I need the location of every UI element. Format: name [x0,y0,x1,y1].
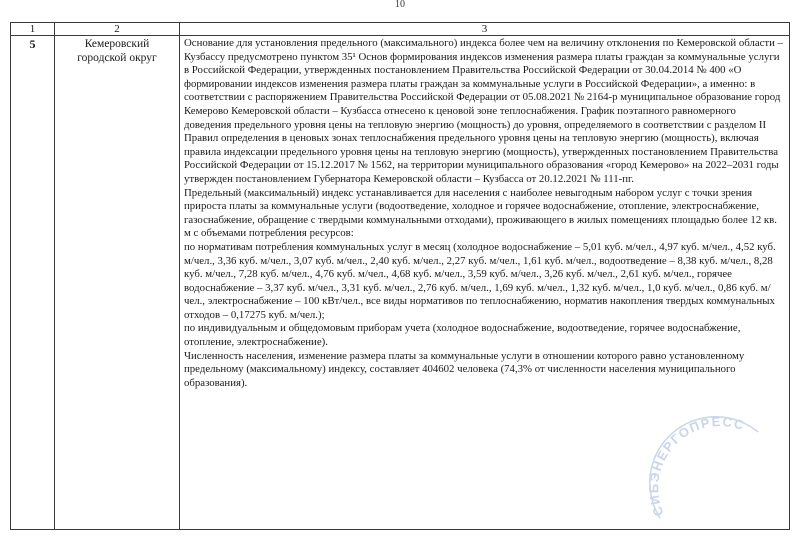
row-number: 5 [11,36,55,530]
paragraph-meters: по индивидуальным и общедомовым приборам учета (холодное водоснабжение, водоотведение, горячее водоснабжение, отопление, электроснабжение). [184,322,741,349]
svg-text:СИБЭНЕРГОПРЕСС: СИБЭНЕРГОПРЕСС [646,414,747,519]
paragraph-max-index: Предельный (максимальный) индекс устанавливается для населения с наиболее невыгодным набором услуг с точки зрения прироста платы за коммунальные услуги (водоотведение, холодное и горячее водоснабжение, отопление, электроснабжение, газоснабжение, обращение с твердыми коммунальными отходами), проживающего в жилых помещениях площадью более 12 кв. м с объемами потребления ресурсов: [184,186,777,240]
paragraph-norms: по нормативам потребления коммунальных услуг в месяц (холодное водоснабжение – 5,01 куб. м/чел., 4,97 куб. м/чел., 4,52 куб. м/чел., 3,36 куб. м/чел., 3,07 куб. м/чел., 2,40 куб. м/чел., 2,27 куб. м/чел., 1,61 куб. м/чел., водоотведение – 8,38 куб. м/чел., 8,28 куб. м/чел., 7,28 куб. м/чел., 4,76 куб. м/чел., 4,68 куб. м/чел., 3,59 куб. м/чел., 3,26 куб. м/чел., 2,61 куб. м/чел., горячее водоснабжение – 3,37 куб. м/чел., 3,31 куб. м/чел., 2,76 куб. м/чел., 1,69 куб. м/чел., 1,32 куб. м/чел., 1,0 куб. м/чел., 0,86 куб. м/чел., электроснабжение – 100 кВт/чел., все виды нормативов по теплоснабжению, норматив накопления твердых коммунальных отходов – 0,17275 куб. м/чел.); [184,240,776,321]
header-cell-2: 2 [55,23,180,36]
header-cell-1: 1 [11,23,55,36]
header-cell-3: 3 [180,23,790,36]
district-name: Кемеровский городской округ [55,36,180,530]
table-header-row [11,23,790,36]
paragraph-basis: Основание для установления предельного (максимального) индекса более чем на величину отклонения по Кемеровской области – Кузбассу предусмотрено пунктом 35¹ Основ формирования индексов изменения размера платы граждан за коммунальные услуги в Российской Федерации, утвержденных постановлением Правительства Российской Федерации от 30.04.2014 № 400 «О формировании индексов изменения размера платы граждан за коммунальные услуги в Российской Федерации», а именно: в соответствии с распоряжением Правительства Российской Федерации от 05.08.2021 № 2164-р муниципальное образование город Кемерово Кемеровской области – Кузбасса отнесено к ценовой зоне теплоснабжения. График поэтапного равномерного доведения предельного уровня цены на тепловую энергию (мощность) до уровня, определяемого в соответствии с разделом II Правил определения в ценовых зонах теплоснабжения предельного уровня цены на тепловую энергию (мощность), включая правила индексации предельного уровня цены на тепловую энергию (мощность), утвержденных постановлением Правительства Российской Федерации от 15.12.2017 № 1562, на территории муниципального образования «город Кемерово» на 2022–2031 годы утвержден постановлением Губернатора Кемеровской области – Кузбасса от 20.12.2021 № 111-пг. [184,37,784,185]
watermark-stamp [642,414,772,544]
page-number: 10 [395,0,405,10]
paragraph-population: Численность населения, изменение размера платы за коммунальные услуги в отношении которого равно установленному предельному (максимальному) индексу, составляет 404602 человека (74,3% от численности населения муниципального образования). [184,349,745,389]
